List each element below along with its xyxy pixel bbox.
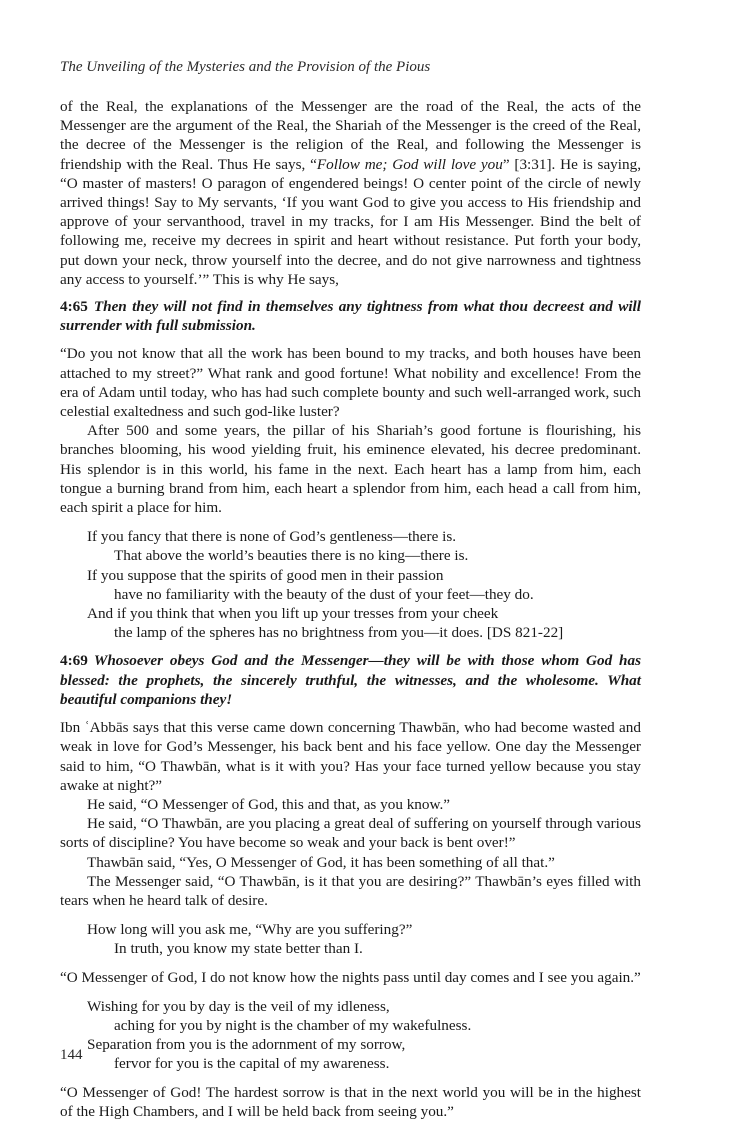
poem	[87, 920, 641, 958]
poem-line: If you fancy that there is none of God’s gentleness—there is.	[87, 528, 457, 546]
poem	[87, 997, 641, 1074]
page-body	[60, 97, 641, 1121]
verse-reference: 4:69	[60, 652, 88, 670]
paragraph: The Messenger said, “O Thawbān, is it that you are desiring?” Thawbān’s eyes filled with tears when he heard talk of desire.	[60, 872, 641, 909]
poem-line: How long will you ask me, “Why are you suffering?”	[87, 921, 413, 939]
verse-reference: 4:65	[60, 298, 88, 316]
poem-line: Separation from you is the adornment of my sorrow,	[87, 1036, 406, 1054]
paragraph: “O Messenger of God! The hardest sorrow is that in the next world you will be in the highest of the High Chambers, and I will be held back from seeing you.”	[60, 1083, 641, 1120]
paragraph: After 500 and some years, the pillar of his Shariah’s good fortune is flourishing, his branches blooming, his wood yielding fruit, his eminence elevated, his decree predominant. His splendor is in this world, his fame in the next. Each heart has a lamp from him, each tongue a burning brand from him, each heart a splendor from him, each head a call from him, each spirit a place for him.	[60, 422, 641, 517]
poem-line: the lamp of the spheres has no brightness from you—it does. [DS 821-22]	[114, 624, 564, 642]
poem-line: In truth, you know my state better than I.	[114, 940, 363, 958]
paragraph: “O Messenger of God, I do not know how the nights pass until day comes and I see you again.”	[60, 968, 641, 986]
paragraph: He said, “O Thawbān, are you placing a great deal of suffering on yourself through various sorts of discipline? You have become so weak and your back is bent over!”	[60, 815, 641, 852]
poem	[87, 527, 641, 642]
verse-text: Whosoever obeys God and the Messenger—they will be with those whom God has blessed: the prophets, the sincerely truthful, the witnesses, and the wholesome. What beautiful companions they!	[60, 652, 641, 708]
verse-heading	[60, 297, 641, 335]
paragraph: Thawbān said, “Yes, O Messenger of God, it has been something of all that.”	[87, 853, 555, 871]
paragraph: of the Real, the explanations of the Messenger are the road of the Real, the acts of the Messenger are the argument of the Real, the Shariah of the Messenger is the creed of the Real, the decree of the Messenger is the religion of the Real, and following the Messenger is friendship with the Real. Thus He says, “Follow me; God will love you” [3:31]. He is saying, “O master of masters! O paragon of engendered beings! O center point of the circle of newly arrived things! Say to My servants, ‘If you want God to give you access to His friendship and approve of your servanthood, travel in my tracks, for I am His Messenger. Bind the belt of following me, receive my decrees in spirit and heart without resistance. Put forth your body, put down your neck, throw yourself into the decree, and do not give narrowness and tightness any access to yourself.’” This is why He says,	[60, 98, 641, 288]
poem-line: aching for you by night is the chamber of my wakefulness.	[114, 1016, 472, 1034]
poem-line: have no familiarity with the beauty of the dust of your feet—they do.	[114, 585, 534, 603]
poem-line: And if you think that when you lift up your tresses from your cheek	[87, 605, 499, 623]
paragraph: He said, “O Messenger of God, this and that, as you know.”	[87, 795, 451, 813]
page-number: 144	[60, 1047, 83, 1063]
poem-line: That above the world’s beauties there is no king—there is.	[114, 547, 469, 565]
poem-line: If you suppose that the spirits of good men in their passion	[87, 566, 444, 584]
paragraph: “Do you not know that all the work has been bound to my tracks, and both houses have been attached to my street?” What rank and good fortune! What nobility and excellence! From the era of Adam until today, who has had such complete bounty and such well-arranged work, such celestial exaltedness and such god-like luster?	[60, 345, 641, 421]
poem-line: Wishing for you by day is the veil of my idleness,	[87, 997, 390, 1015]
quran-quote: Follow me; God will love you	[316, 155, 503, 173]
running-head: The Unveiling of the Mysteries and the Provision of the Pious	[60, 59, 431, 75]
verse-heading	[60, 651, 641, 709]
verse-text: Then they will not find in themselves any tightness from what thou decreest and will surrender with full submission.	[60, 298, 641, 335]
paragraph: Ibn ʿAbbās says that this verse came down concerning Thawbān, who had become wasted and weak in love for God’s Messenger, his back bent and his face yellow. One day the Messenger said to him, “O Thawbān, what is it with you? Has your face turned yellow because you stay awake at night?”	[60, 719, 641, 794]
poem-line: fervor for you is the capital of my awareness.	[114, 1055, 390, 1073]
